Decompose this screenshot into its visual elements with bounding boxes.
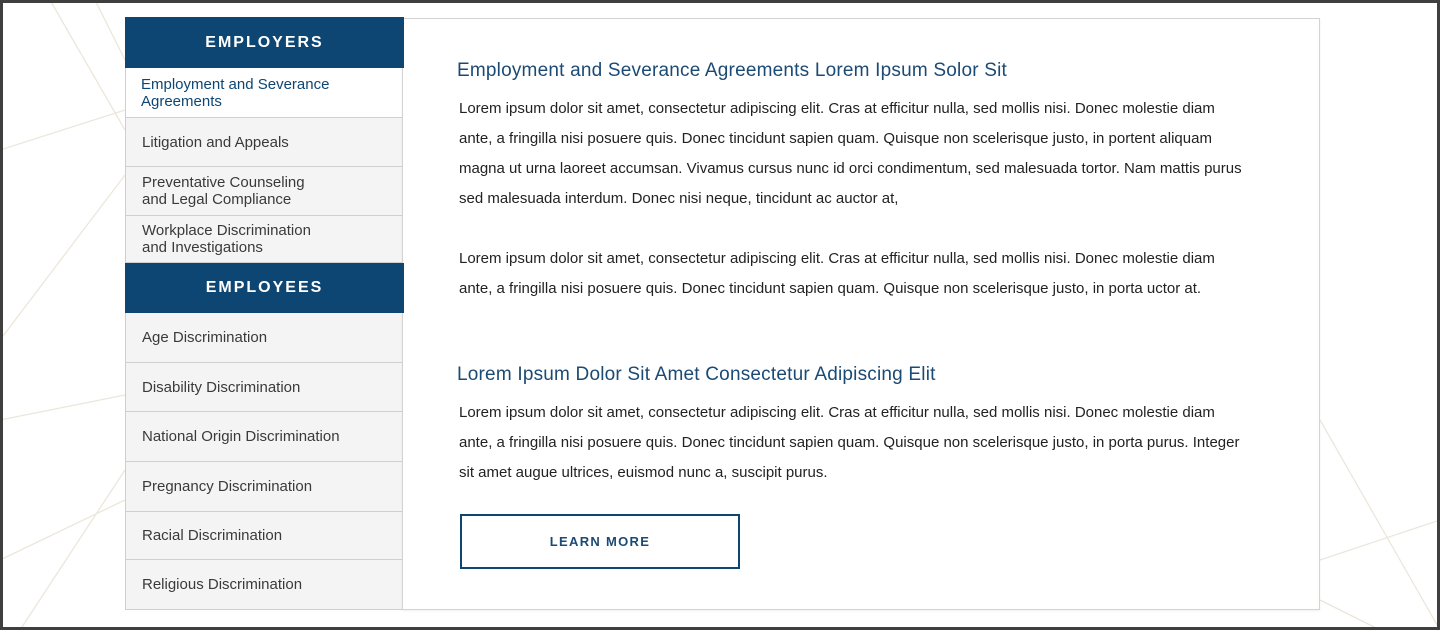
- sidebar-item-workplace-discrimination[interactable]: [126, 216, 403, 263]
- section-heading-severance: Employment and Severance Agreements Lorem Ipsum Solor Sit: [457, 60, 1007, 81]
- sidebar-item-preventative-counseling[interactable]: [126, 167, 403, 216]
- sidebar-item-employment-severance[interactable]: [126, 68, 403, 118]
- sidebar-item-label: Litigation and Appeals: [142, 133, 289, 151]
- sidebar-item-label: Employment and Severance Agreements: [141, 75, 330, 110]
- learn-more-button[interactable]: LEARN MORE: [460, 514, 740, 569]
- sidebar-item-religious-discrimination[interactable]: [126, 560, 403, 609]
- section-heading-lorem: Lorem Ipsum Dolor Sit Amet Consectetur Adipiscing Elit: [457, 364, 936, 385]
- sidebar-item-label: Workplace Discrimination and Investigations: [142, 222, 311, 256]
- paragraph-severance-1: Lorem ipsum dolor sit amet, consectetur adipiscing elit. Cras at efficitur nulla, sed mollis nisi. Donec molestie diam ante, a fringilla nisi posuere quis. Donec tincidunt sapien quam. Quisque non scelerisque justo, in portent aliquam magna ut urna laoreet accumsan. Vivamus cursus nunc id orci condimentum, sed malesuada tortor. Nam mattis purus sed malesuada interdum. Donec nisi neque, tincidunt ac auctor at,: [459, 100, 1242, 207]
- paragraph-lorem: Lorem ipsum dolor sit amet, consectetur adipiscing elit. Cras at efficitur nulla, sed mollis nisi. Donec molestie diam ante, a fringilla nisi posuere quis. Donec tincidunt sapien quam. Quisque non scelerisque justo, in porta purus. Integer sit amet augue ultrices, euismod nunc a, suscipit purus.: [459, 404, 1240, 481]
- sidebar-item-age-discrimination[interactable]: [126, 313, 403, 363]
- sidebar-item-label: Racial Discrimination: [142, 527, 283, 544]
- sidebar-item-national-origin-discrimination[interactable]: [126, 412, 403, 462]
- paragraph-severance-2: Lorem ipsum dolor sit amet, consectetur adipiscing elit. Cras at efficitur nulla, sed mollis nisi. Donec molestie diam ante, a fringilla nisi posuere quis. Donec tincidunt sapien quam. Quisque non scelerisque justo, in porta uctor at.: [459, 250, 1215, 297]
- practice-areas-card: [125, 17, 1320, 610]
- sidebar-item-label: National Origin Discrimination: [142, 428, 340, 445]
- sidebar-nav: [125, 17, 403, 610]
- sidebar-item-label: Religious Discrimination: [142, 576, 303, 593]
- sidebar-item-litigation-appeals[interactable]: [126, 118, 403, 167]
- sidebar-item-label: Pregnancy Discrimination: [142, 478, 313, 495]
- sidebar-item-racial-discrimination[interactable]: [126, 512, 403, 560]
- sidebar-item-label: Disability Discrimination: [142, 378, 301, 396]
- employees-header: EMPLOYEES: [125, 263, 404, 313]
- sidebar-item-label: Preventative Counseling and Legal Compliance: [142, 174, 305, 208]
- sidebar-item-pregnancy-discrimination[interactable]: [126, 462, 403, 512]
- employers-header: EMPLOYERS: [125, 17, 404, 68]
- sidebar-item-disability-discrimination[interactable]: [126, 363, 403, 412]
- sidebar-item-label: Age Discrimination: [142, 329, 268, 346]
